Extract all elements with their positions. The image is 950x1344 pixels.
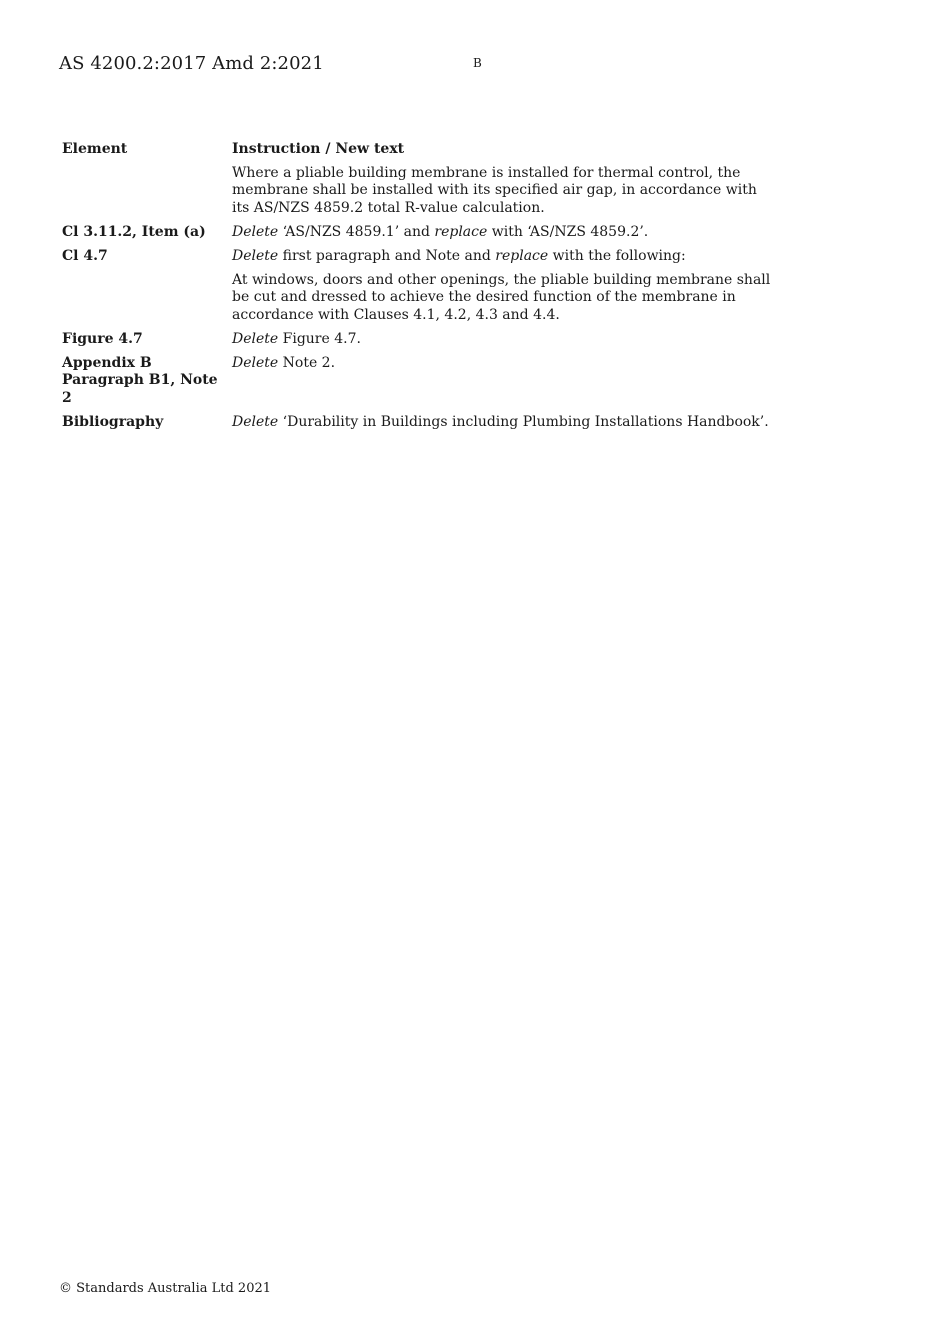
instruction-cell xyxy=(232,248,777,266)
element-cell xyxy=(62,414,232,432)
table-row xyxy=(62,248,782,266)
instruction-cell xyxy=(232,331,777,349)
instruction-cell xyxy=(232,272,777,325)
amendment-table xyxy=(62,141,782,438)
element-line: Paragraph B1, Note 2 xyxy=(62,372,218,406)
instruction-text: Where a pliable building membrane is installed for thermal control, the membrane shall be installed with its specified air gap, in accordance with its AS/NZS 4859.2 total R-value calculation. xyxy=(232,164,757,216)
element-cell xyxy=(62,248,232,266)
element-line: Bibliography xyxy=(62,413,164,430)
element-cell xyxy=(62,355,232,408)
element-cell xyxy=(62,331,232,349)
instruction-cell xyxy=(232,165,777,218)
column-header-instruction: Instruction / New text xyxy=(232,141,405,157)
instruction-text: ‘AS/NZS 4859.1’ and xyxy=(278,223,435,240)
instruction-text: Note 2. xyxy=(278,354,336,371)
element-cell xyxy=(62,165,232,218)
element-line: Appendix B xyxy=(62,354,152,371)
table-row xyxy=(62,355,782,408)
instruction-text: At windows, doors and other openings, the pliable building membrane shall be cut and dressed to achieve the desired function of the membrane in accordance with Clauses 4.1, 4.2, 4.3 and 4.4. xyxy=(232,271,771,323)
instruction-text: with ‘AS/NZS 4859.2’. xyxy=(487,223,649,240)
instruction-text: first paragraph and Note and xyxy=(278,247,496,264)
page-label: B xyxy=(473,56,482,70)
instruction-cell xyxy=(232,224,777,242)
instruction-text: with the following: xyxy=(548,247,686,264)
instruction-cell xyxy=(232,355,777,408)
instruction-verb: replace xyxy=(434,223,488,240)
element-line: Cl 4.7 xyxy=(62,247,108,264)
instruction-verb: Delete xyxy=(232,354,279,371)
instruction-text: Figure 4.7. xyxy=(278,330,361,347)
element-cell xyxy=(62,272,232,325)
column-header-element: Element xyxy=(62,141,128,157)
table-row xyxy=(62,331,782,349)
instruction-verb: Delete xyxy=(232,223,279,240)
table-row xyxy=(62,224,782,242)
element-line: Cl 3.11.2, Item (a) xyxy=(62,223,206,240)
element-line: Figure 4.7 xyxy=(62,330,143,347)
table-row xyxy=(62,414,782,432)
document-identifier: AS 4200.2:2017 Amd 2:2021 xyxy=(59,53,324,74)
instruction-verb: Delete xyxy=(232,247,279,264)
instruction-verb: Delete xyxy=(232,330,279,347)
instruction-text: ‘Durability in Buildings including Plumbing Installations Handbook’. xyxy=(278,413,769,430)
copyright-footer: © Standards Australia Ltd 2021 xyxy=(59,1281,272,1296)
instruction-verb: replace xyxy=(495,247,549,264)
instruction-verb: Delete xyxy=(232,413,279,430)
table-header-row xyxy=(62,141,782,159)
element-cell xyxy=(62,224,232,242)
table-row xyxy=(62,165,782,218)
instruction-cell xyxy=(232,414,777,432)
table-row xyxy=(62,272,782,325)
